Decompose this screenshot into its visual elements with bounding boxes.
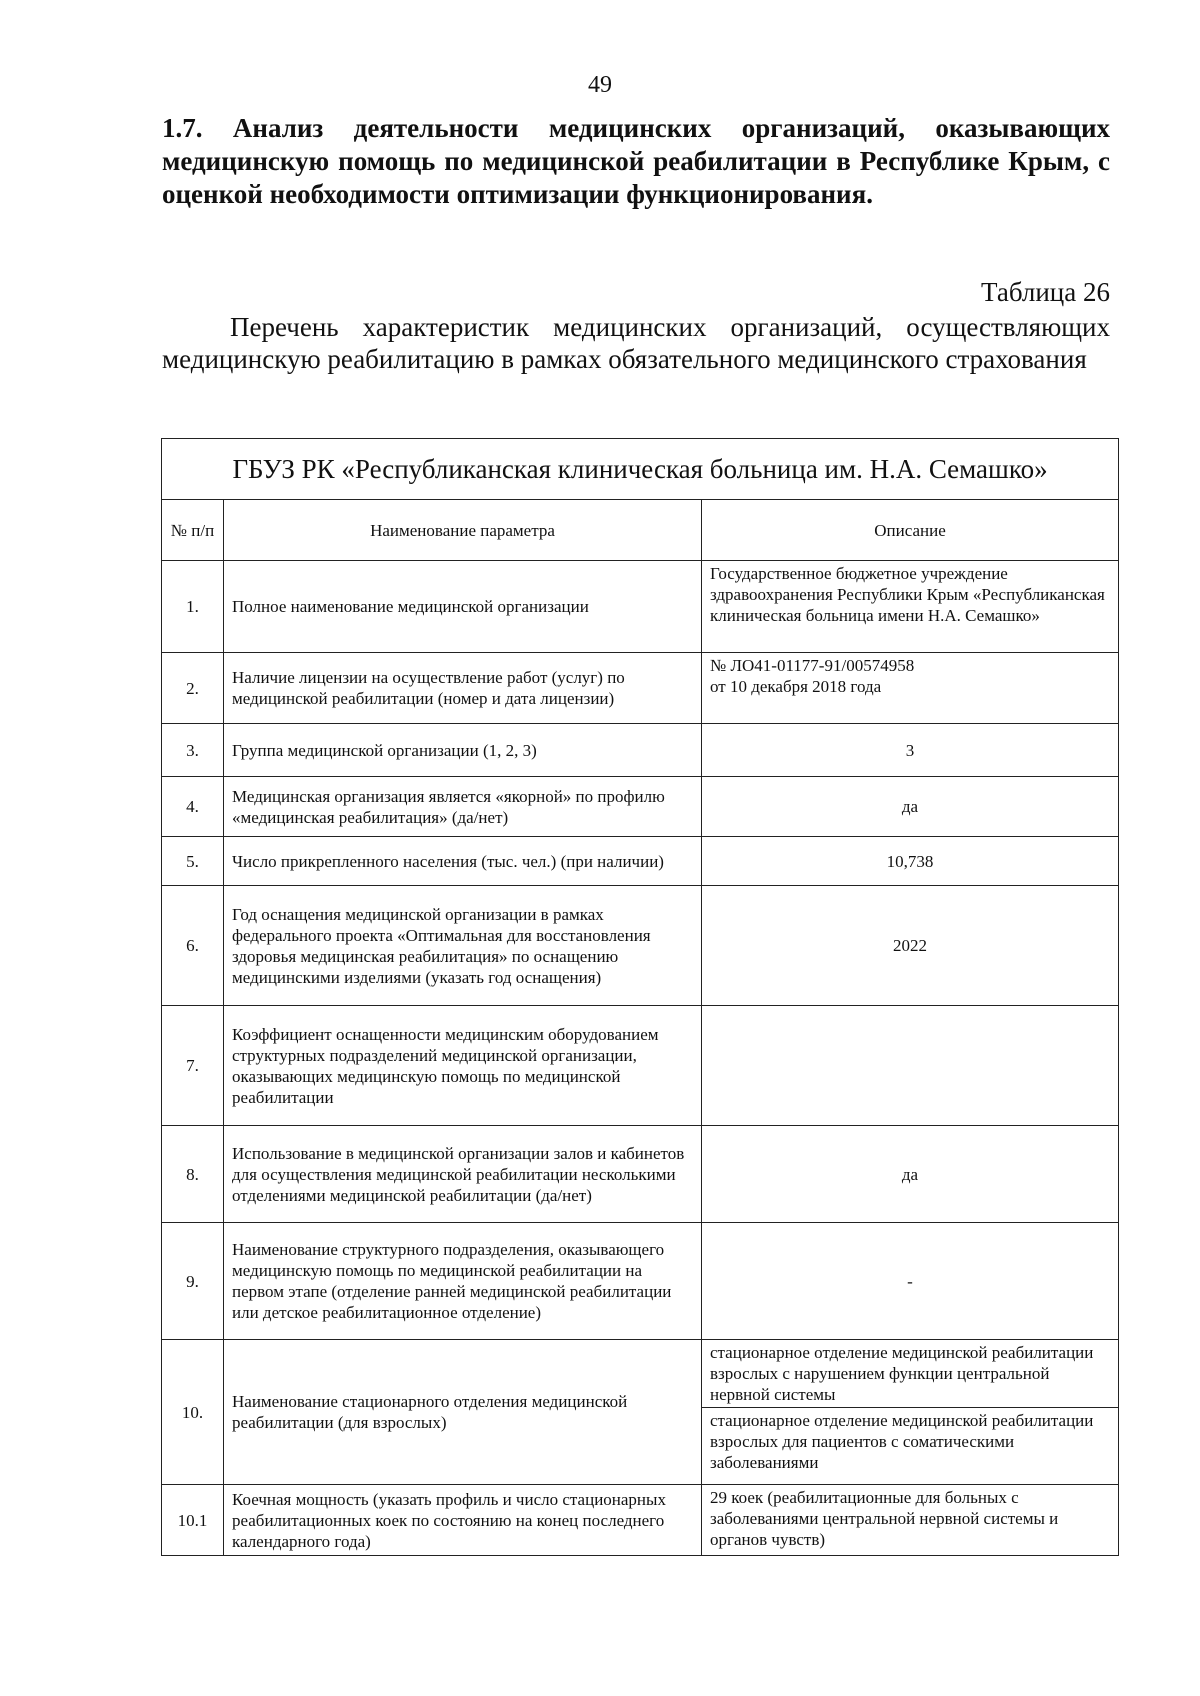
department-b: стационарное отделение медицинской реабилитации взрослых для пациентов с соматическими заболеваниями <box>710 1411 1094 1472</box>
table-row <box>162 886 1119 1006</box>
header-desc: Описание <box>702 500 1119 561</box>
page-number: 49 <box>588 72 612 98</box>
row-num: 1. <box>162 561 224 653</box>
row-param: Коечная мощность (указать профиль и число стационарных реабилитационных коек по состоянию на конец последнего календарного года) <box>224 1485 702 1556</box>
row-desc: 10,738 <box>702 837 1119 886</box>
row-param: Наличие лицензии на осуществление работ (услуг) по медицинской реабилитации (номер и дата лицензии) <box>224 653 702 724</box>
row-desc: 3 <box>702 724 1119 777</box>
row-param: Год оснащения медицинской организации в рамках федерального проекта «Оптимальная для восстановления здоровья медицинская реабилитация» по оснащению медицинскими изделиями (указать год оснащения) <box>224 886 702 1006</box>
table-caption: Таблица 26 <box>981 277 1110 307</box>
row-num: 7. <box>162 1006 224 1126</box>
row-param: Группа медицинской организации (1, 2, 3) <box>224 724 702 777</box>
row-param: Медицинская организация является «якорной» по профилю «медицинская реабилитация» (да/нет) <box>224 777 702 837</box>
table-row <box>162 724 1119 777</box>
row-desc: да <box>702 777 1119 837</box>
row-num: 8. <box>162 1126 224 1223</box>
header-param: Наименование параметра <box>224 500 702 561</box>
table-row <box>162 777 1119 837</box>
license-number: № ЛО41-01177-91/00574958 <box>710 656 915 675</box>
row-desc: 2022 <box>702 886 1119 1006</box>
department-a: стационарное отделение медицинской реабилитации взрослых с нарушением функции центральной нервной системы <box>702 1340 1118 1408</box>
row-num: 2. <box>162 653 224 724</box>
row-num: 6. <box>162 886 224 1006</box>
table-row <box>162 1223 1119 1340</box>
row-desc <box>702 653 1119 724</box>
row-num: 10.1 <box>162 1485 224 1556</box>
table-row <box>162 1126 1119 1223</box>
table-row <box>162 1006 1119 1126</box>
row-param: Наименование структурного подразделения, оказывающего медицинскую помощь по медицинской реабилитации на первом этапе (отделение ранней медицинской реабилитации или детское реабилитационное отделение) <box>224 1223 702 1340</box>
row-desc: - <box>702 1223 1119 1340</box>
row-desc: Государственное бюджетное учреждение здравоохранения Республики Крым «Республиканская клиническая больница имени Н.А. Семашко» <box>702 561 1119 653</box>
characteristics-table <box>161 438 1118 1556</box>
organization-name: ГБУЗ РК «Республиканская клиническая больница им. Н.А. Семашко» <box>162 439 1119 500</box>
row-num: 9. <box>162 1223 224 1340</box>
row-num: 3. <box>162 724 224 777</box>
table-row <box>162 1340 1119 1485</box>
table-row <box>162 1485 1119 1556</box>
row-num: 10. <box>162 1340 224 1485</box>
header-num: № п/п <box>162 500 224 561</box>
license-date: от 10 декабря 2018 года <box>710 677 882 696</box>
table-row <box>162 837 1119 886</box>
section-heading: 1.7. Анализ деятельности медицинских организаций, оказывающих медицинскую помощь по медицинской реабилитации в Республике Крым, с оценкой необходимости оптимизации функционирования. <box>162 113 1110 209</box>
row-param: Использование в медицинской организации залов и кабинетов для осуществления медицинской реабилитации несколькими отделениями медицинской реабилитации (да/нет) <box>224 1126 702 1223</box>
row-num: 5. <box>162 837 224 886</box>
table-row <box>162 561 1119 653</box>
row-desc <box>702 1340 1119 1485</box>
row-num: 4. <box>162 777 224 837</box>
row-param: Полное наименование медицинской организации <box>224 561 702 653</box>
row-desc <box>702 1006 1119 1126</box>
table-title: Перечень характеристик медицинских организаций, осуществляющих медицинскую реабилитацию в рамках обязательного медицинского страхования <box>162 312 1110 374</box>
row-desc: да <box>702 1126 1119 1223</box>
table-row <box>162 653 1119 724</box>
row-param: Число прикрепленного населения (тыс. чел.) (при наличии) <box>224 837 702 886</box>
row-desc: 29 коек (реабилитационные для больных с заболеваниями центральной нервной системы и органов чувств) <box>702 1485 1119 1556</box>
row-param: Коэффициент оснащенности медицинским оборудованием структурных подразделений медицинской организации, оказывающих медицинскую помощь по медицинской реабилитации <box>224 1006 702 1126</box>
row-param: Наименование стационарного отделения медицинской реабилитации (для взрослых) <box>224 1340 702 1485</box>
